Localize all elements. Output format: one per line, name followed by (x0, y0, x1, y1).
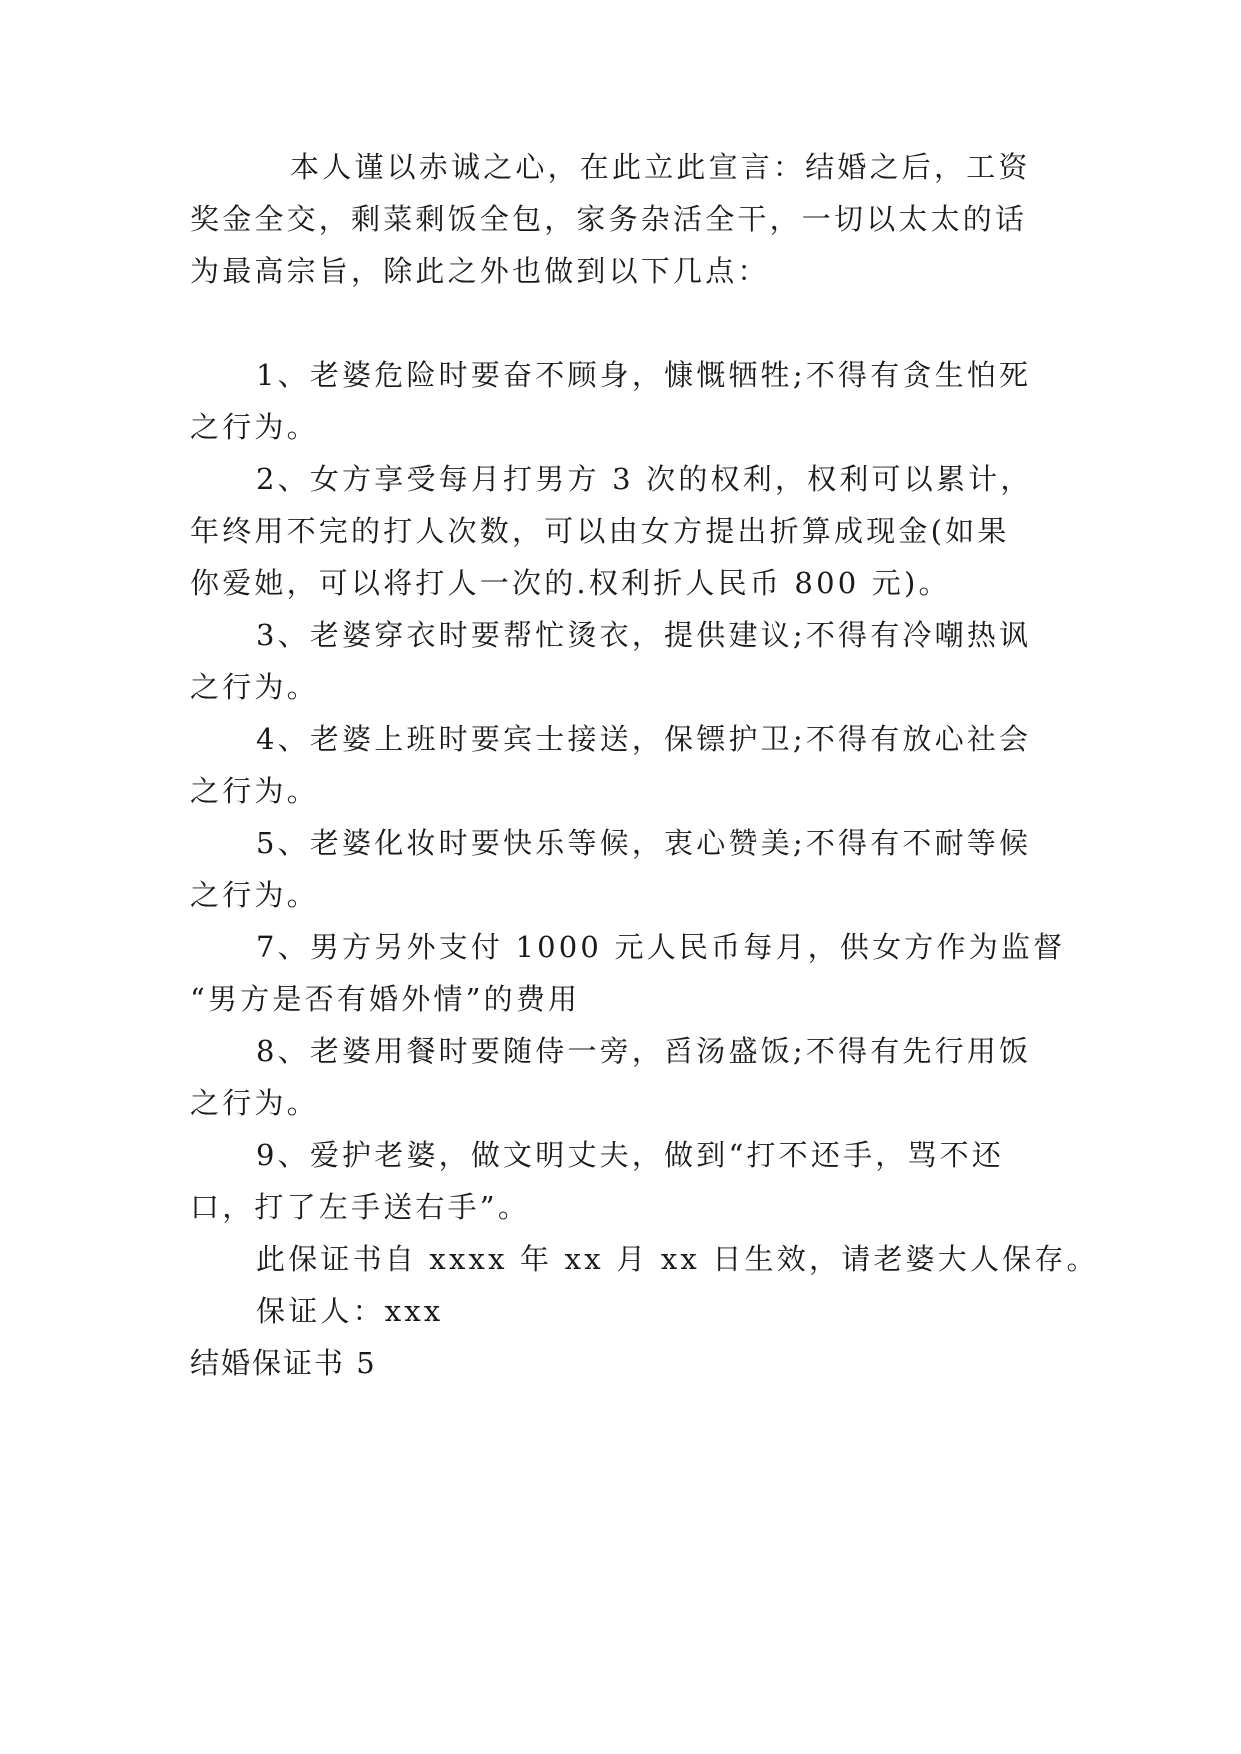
list-item-line: 之行为。 (190, 410, 319, 444)
list-item-line: 9、爱护老婆，做文明丈夫，做到“打不还手，骂不还 (256, 1138, 1005, 1172)
list-item-line: 你爱她，可以将打人一次的.权利折人民币 800 元)。 (190, 566, 951, 600)
list-item-line: 之行为。 (190, 878, 319, 912)
guarantor-text: 保证人：xxx (256, 1294, 444, 1328)
effective-date-text: 此保证书自 xxxx 年 xx 月 xx 日生效，请老婆大人保存。 (256, 1242, 1099, 1276)
list-item-line: 之行为。 (190, 1086, 319, 1120)
intro-line: 为最高宗旨，除此之外也做到以下几点： (190, 254, 770, 288)
list-item-line: 之行为。 (190, 670, 319, 704)
list-item-line: 4、老婆上班时要宾士接送，保镖护卫;不得有放心社会 (256, 722, 1032, 756)
list-item-line: 8、老婆用餐时要随侍一旁，舀汤盛饭;不得有先行用饭 (256, 1034, 1032, 1068)
list-item-line: 之行为。 (190, 774, 319, 808)
intro-line: 本人谨以赤诚之心，在此立此宣言：结婚之后，工资 (290, 150, 1031, 184)
intro-line: 奖金全交，剩菜剩饭全包，家务杂活全干，一切以太太的话 (190, 202, 1028, 236)
list-item-line: 口，打了左手送右手”。 (190, 1190, 531, 1224)
list-item-line: 7、男方另外支付 1000 元人民币每月，供女方作为监督 (256, 930, 1066, 964)
list-item-line: 年终用不完的打人次数，可以由女方提出折算成现金(如果 (190, 514, 1010, 548)
list-item-line: 2、女方享受每月打男方 3 次的权利，权利可以累计， (256, 462, 1033, 496)
list-item-line: 3、老婆穿衣时要帮忙烫衣，提供建议;不得有冷嘲热讽 (256, 618, 1032, 652)
list-item-line: “男方是否有婚外情”的费用 (190, 982, 581, 1016)
list-item-line: 1、老婆危险时要奋不顾身，慷慨牺牲;不得有贪生怕死 (256, 358, 1032, 392)
section-title: 结婚保证书 5 (190, 1346, 377, 1380)
list-item-line: 5、老婆化妆时要快乐等候，衷心赞美;不得有不耐等候 (256, 826, 1032, 860)
